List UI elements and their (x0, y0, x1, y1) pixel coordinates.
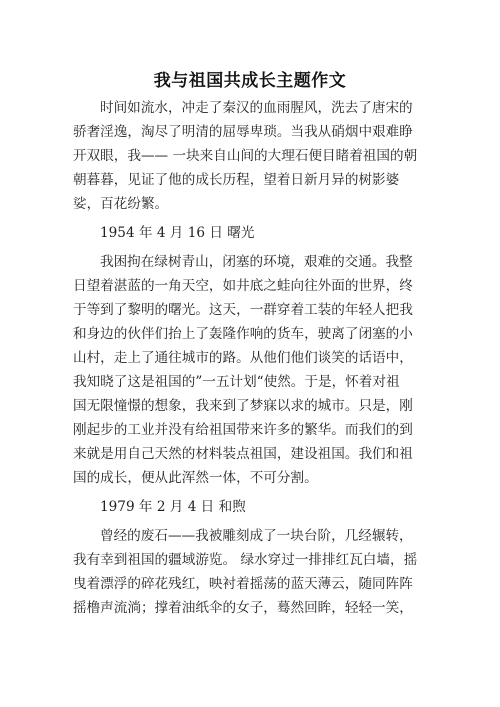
text-line: 国的成长，便从此浑然一体，不可分割。 (73, 470, 318, 486)
text-line: 时间如流水，冲走了秦汉的血雨腥风，洗去了唐宋的 (100, 100, 413, 116)
text-line: 1954 年 4 月 16 日 曙光 (100, 225, 255, 241)
text-line: 我困拘在绿树青山，闭塞的环境，艰难的交通。我整 (100, 254, 413, 270)
text-line: 山村，走上了通往城市的路。从他们他们谈笑的话语中， (73, 350, 413, 366)
text-line: 曾经的废石——我被雕刻成了一块台阶，几经辗转， (100, 528, 413, 544)
text-line: 刚起步的工业并没有给祖国带来许多的繁华。而我们的到 (73, 422, 413, 438)
text-line: 朝暮暮，见证了他的成长历程，望着日新月异的树影婆 (73, 172, 400, 188)
text-line: 1979 年 2 月 4 日 和煦 (100, 499, 246, 515)
text-line: 娑，百花纷繁。 (73, 196, 169, 212)
text-line: 开双眼，我—— 一块来自山间的大理石便目睹着祖国的朝 (73, 148, 418, 164)
text-line: 和身边的伙伴们抬上了轰隆作响的货车，驶离了闭塞的小 (73, 326, 413, 342)
text-line: 我知晓了这是祖国的”一五计划“使然。于是，怀着对祖 (73, 374, 400, 390)
text-line: 来就是用自己天然的材料装点祖国，建设祖国。我们和祖 (73, 446, 413, 462)
text-line: 曳着漂浮的碎花残红，映衬着摇荡的蓝天薄云，随同阵阵 (73, 576, 413, 592)
text-line: 我有幸到祖国的疆域游览。 绿水穿过一排排红瓦白墙，摇 (73, 552, 418, 568)
text-line: 骄奢淫逸，淘尽了明清的屈辱卑琐。当我从硝烟中艰难睁 (73, 124, 413, 140)
text-line: 于等到了黎明的曙光。这天，一群穿着工装的年轻人把我 (73, 302, 413, 318)
text-line: 日望着湛蓝的一角天空，如井底之蛙向往外面的世界，终 (73, 278, 413, 294)
date-heading (73, 495, 429, 519)
essay-title: 我与祖国共成长主题作文 (153, 71, 347, 91)
paragraph (73, 524, 429, 620)
text-line: 国无限憧憬的想象，我来到了梦寐以求的城市。只是，刚 (73, 398, 413, 414)
paragraph (73, 250, 429, 490)
text-line: 摇橹声流淌；撑着油纸伞的女子，蓦然回眸，轻轻一笑， (73, 600, 413, 616)
date-heading (73, 221, 429, 245)
essay-body (73, 96, 429, 620)
paragraph (73, 96, 429, 216)
